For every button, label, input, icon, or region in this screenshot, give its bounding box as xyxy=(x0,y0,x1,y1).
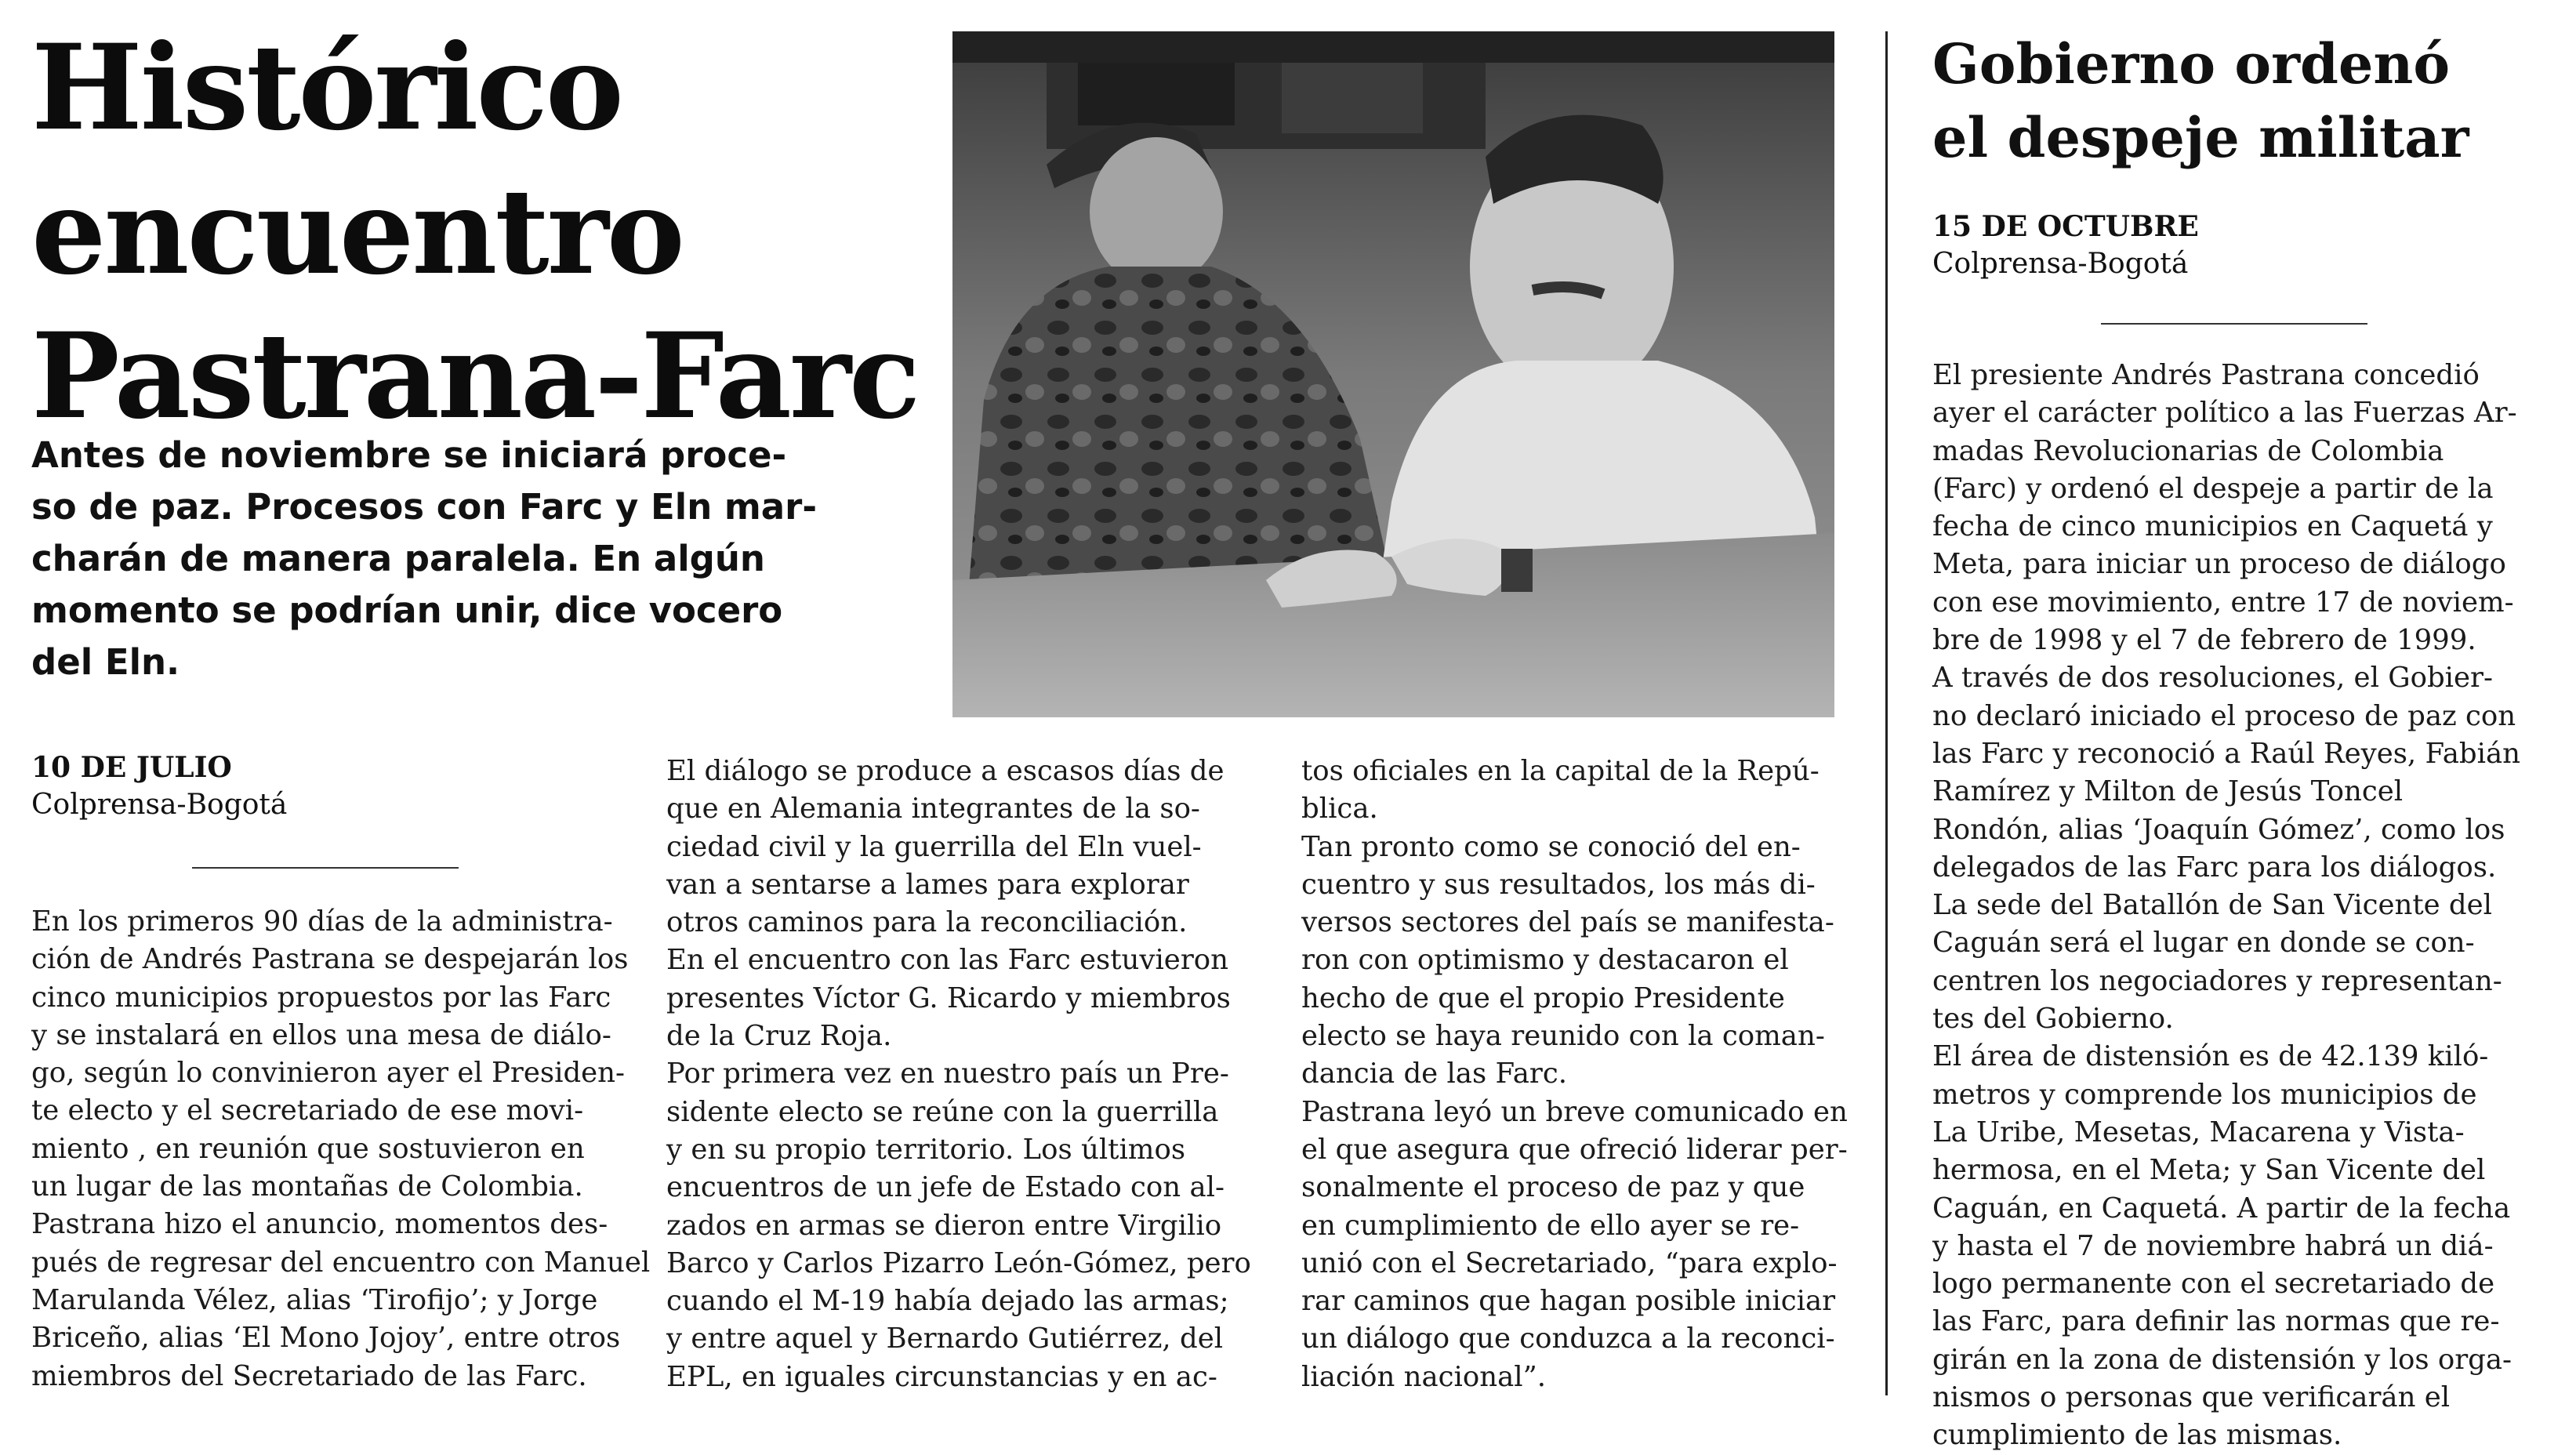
text-line: te electo y el secretariado de ese movi- xyxy=(31,1094,584,1127)
text-line: delegados de las Farc para los diálogos. xyxy=(1932,851,2497,884)
text-line: sonalmente el proceso de paz y que xyxy=(1301,1171,1805,1204)
text-line: las Farc y reconoció a Raúl Reyes, Fabián xyxy=(1932,737,2520,770)
text-line: y hasta el 7 de noviembre habrá un diá- xyxy=(1932,1229,2494,1262)
text-line: Rondón, alias ‘Joaquín Gómez’, como los xyxy=(1932,813,2505,846)
main-date: 10 DE JULIO xyxy=(31,751,232,784)
text-line: cumplimiento de las mismas. xyxy=(1932,1419,2342,1452)
side-dateline-rule xyxy=(2101,323,2367,325)
text-line: encuentros de un jefe de Estado con al- xyxy=(666,1171,1225,1204)
text-line: miembros del Secretariado de las Farc. xyxy=(31,1359,587,1392)
text-line: que en Alemania integrantes de la so- xyxy=(666,793,1200,825)
text-line: EPL, en iguales circunstancias y en ac- xyxy=(666,1360,1217,1393)
text-line: hecho de que el propio Presidente xyxy=(1301,981,1785,1014)
text-line: no declaró iniciado el proceso de paz con xyxy=(1932,699,2516,732)
text-line: y en su propio territorio. Los últimos xyxy=(666,1133,1186,1166)
side-place: Colprensa-Bogotá xyxy=(1932,248,2189,280)
text-line: un diálogo que conduzca a la reconci- xyxy=(1301,1323,1835,1355)
text-line: tos oficiales en la capital de la Repú- xyxy=(1301,755,1820,787)
lead-line: so de paz. Procesos con Farc y Eln mar- xyxy=(31,486,818,528)
side-headline-line: el despeje militar xyxy=(1932,105,2469,170)
text-line: sidente electo se reúne con la guerrilla xyxy=(666,1095,1219,1128)
text-line: miento , en reunión que sostuvieron en xyxy=(31,1132,585,1165)
text-line: blica. xyxy=(1301,793,1378,825)
text-line: girán en la zona de distensión y los orga- xyxy=(1932,1343,2513,1376)
lead-paragraph xyxy=(31,430,894,688)
main-column-2 xyxy=(666,753,1251,1396)
main-column-1 xyxy=(31,903,650,1395)
text-line: van a sentarse a lames para explorar xyxy=(666,868,1189,901)
text-line: ciedad civil y la guerrilla del Eln vuel- xyxy=(666,830,1202,863)
text-line: ayer el carácter político a las Fuerzas Ar- xyxy=(1932,397,2517,430)
text-line: en cumplimiento de ello ayer se re- xyxy=(1301,1209,1800,1242)
lead-line: Antes de noviembre se iniciará proce- xyxy=(31,434,787,476)
text-line: go, según lo convinieron ayer el Presiden- xyxy=(31,1057,626,1090)
headline-line: encuentro xyxy=(31,163,683,301)
text-line: El área de distensión es de 42.139 kiló- xyxy=(1932,1040,2489,1073)
side-headline-line: Gobierno ordenó xyxy=(1932,31,2451,96)
text-line: rar caminos que hagan posible iniciar xyxy=(1301,1285,1836,1318)
main-dateline xyxy=(31,749,287,824)
text-line: hermosa, en el Meta; y San Vicente del xyxy=(1932,1154,2486,1187)
text-line: Pastrana hizo el anuncio, momentos des- xyxy=(31,1208,608,1241)
text-line: cuando el M-19 había dejado las armas; xyxy=(666,1285,1229,1318)
text-line: electo se haya reunido con la coman- xyxy=(1301,1020,1825,1053)
text-line: el que asegura que ofreció liderar per- xyxy=(1301,1133,1848,1166)
text-line: El presiente Andrés Pastrana concedió xyxy=(1932,359,2480,391)
side-date: 15 DE OCTUBRE xyxy=(1932,210,2199,243)
text-line: Meta, para iniciar un proceso de diálogo xyxy=(1932,548,2506,581)
text-line: tes del Gobierno. xyxy=(1932,1003,2174,1036)
text-line: presentes Víctor G. Ricardo y miembros xyxy=(666,981,1231,1014)
text-line: nismos o personas que verificarán el xyxy=(1932,1381,2451,1414)
text-line: dancia de las Farc. xyxy=(1301,1058,1568,1090)
text-line: unió con el Secretariado, “para explo- xyxy=(1301,1246,1838,1279)
main-headline xyxy=(31,16,933,448)
text-line: A través de dos resoluciones, el Gobier- xyxy=(1932,662,2493,695)
text-line: Pastrana leyó un breve comunicado en xyxy=(1301,1095,1848,1128)
text-line: ron con optimismo y destacaron el xyxy=(1301,944,1789,977)
text-line: (Farc) y ordenó el despeje a partir de la xyxy=(1932,472,2494,505)
text-line: fecha de cinco municipios en Caquetá y xyxy=(1932,510,2493,543)
side-dateline xyxy=(1932,208,2199,283)
text-line: Briceño, alias ‘El Mono Jojoy’, entre otros xyxy=(31,1322,621,1355)
text-line: madas Revolucionarias de Colombia xyxy=(1932,434,2444,467)
text-line: cinco municipios propuestos por las Farc xyxy=(31,981,611,1014)
text-line: versos sectores del país se manifesta- xyxy=(1301,906,1834,939)
text-line: Barco y Carlos Pizarro León-Gómez, pero xyxy=(666,1246,1251,1279)
text-line: Marulanda Vélez, alias ‘Tirofijo’; y Jorge xyxy=(31,1283,598,1316)
side-column xyxy=(1932,357,2520,1455)
headline-line: Histórico xyxy=(31,19,622,157)
text-line: Ramírez y Milton de Jesús Toncel xyxy=(1932,775,2404,808)
text-line: otros caminos para la reconciliación. xyxy=(666,906,1188,939)
text-line: pués de regresar del encuentro con Manuel xyxy=(31,1246,651,1279)
text-line: con ese movimiento, entre 17 de noviem- xyxy=(1932,586,2514,619)
text-line: de la Cruz Roja. xyxy=(666,1020,892,1053)
text-line: y se instalará en ellos una mesa de diálo- xyxy=(31,1018,611,1051)
text-line: logo permanente con el secretariado de xyxy=(1932,1268,2495,1301)
text-line: La Uribe, Mesetas, Macarena y Vista- xyxy=(1932,1116,2465,1148)
text-line: bre de 1998 y el 7 de febrero de 1999. xyxy=(1932,624,2476,657)
photo-illustration xyxy=(952,31,1834,717)
text-line: centren los negociadores y representan- xyxy=(1932,964,2502,997)
column-divider xyxy=(1885,31,1888,1395)
text-line: y entre aquel y Bernardo Gutiérrez, del xyxy=(666,1323,1224,1355)
text-line: Caguán será el lugar en donde se con- xyxy=(1932,927,2475,960)
text-line: El diálogo se produce a escasos días de xyxy=(666,755,1225,787)
text-line: un lugar de las montañas de Colombia. xyxy=(31,1170,583,1203)
lead-line: momento se podrían unir, dice vocero xyxy=(31,590,783,631)
text-line: liación nacional”. xyxy=(1301,1360,1547,1393)
text-line: En el encuentro con las Farc estuvieron xyxy=(666,944,1229,977)
lead-line: charán de manera paralela. En algún xyxy=(31,538,765,579)
text-line: cuentro y sus resultados, los más di- xyxy=(1301,868,1816,901)
main-place: Colprensa-Bogotá xyxy=(31,789,288,821)
side-headline xyxy=(1932,27,2560,175)
text-line: las Farc, para definir las normas que re- xyxy=(1932,1305,2500,1338)
news-photo xyxy=(952,31,1834,717)
text-line: ción de Andrés Pastrana se despejarán los xyxy=(31,943,629,976)
text-line: metros y comprende los municipios de xyxy=(1932,1078,2477,1111)
text-line: En los primeros 90 días de la administra- xyxy=(31,905,613,938)
text-line: La sede del Batallón de San Vicente del xyxy=(1932,889,2492,922)
main-dateline-rule xyxy=(192,867,459,869)
text-line: zados en armas se dieron entre Virgilio xyxy=(666,1209,1222,1242)
main-column-3 xyxy=(1301,753,1848,1396)
text-line: Caguán, en Caquetá. A partir de la fecha xyxy=(1932,1192,2511,1225)
headline-line: Pastrana-Farc xyxy=(31,307,919,445)
lead-line: del Eln. xyxy=(31,641,180,683)
text-line: Por primera vez en nuestro país un Pre- xyxy=(666,1058,1229,1090)
text-line: Tan pronto como se conoció del en- xyxy=(1301,830,1801,863)
